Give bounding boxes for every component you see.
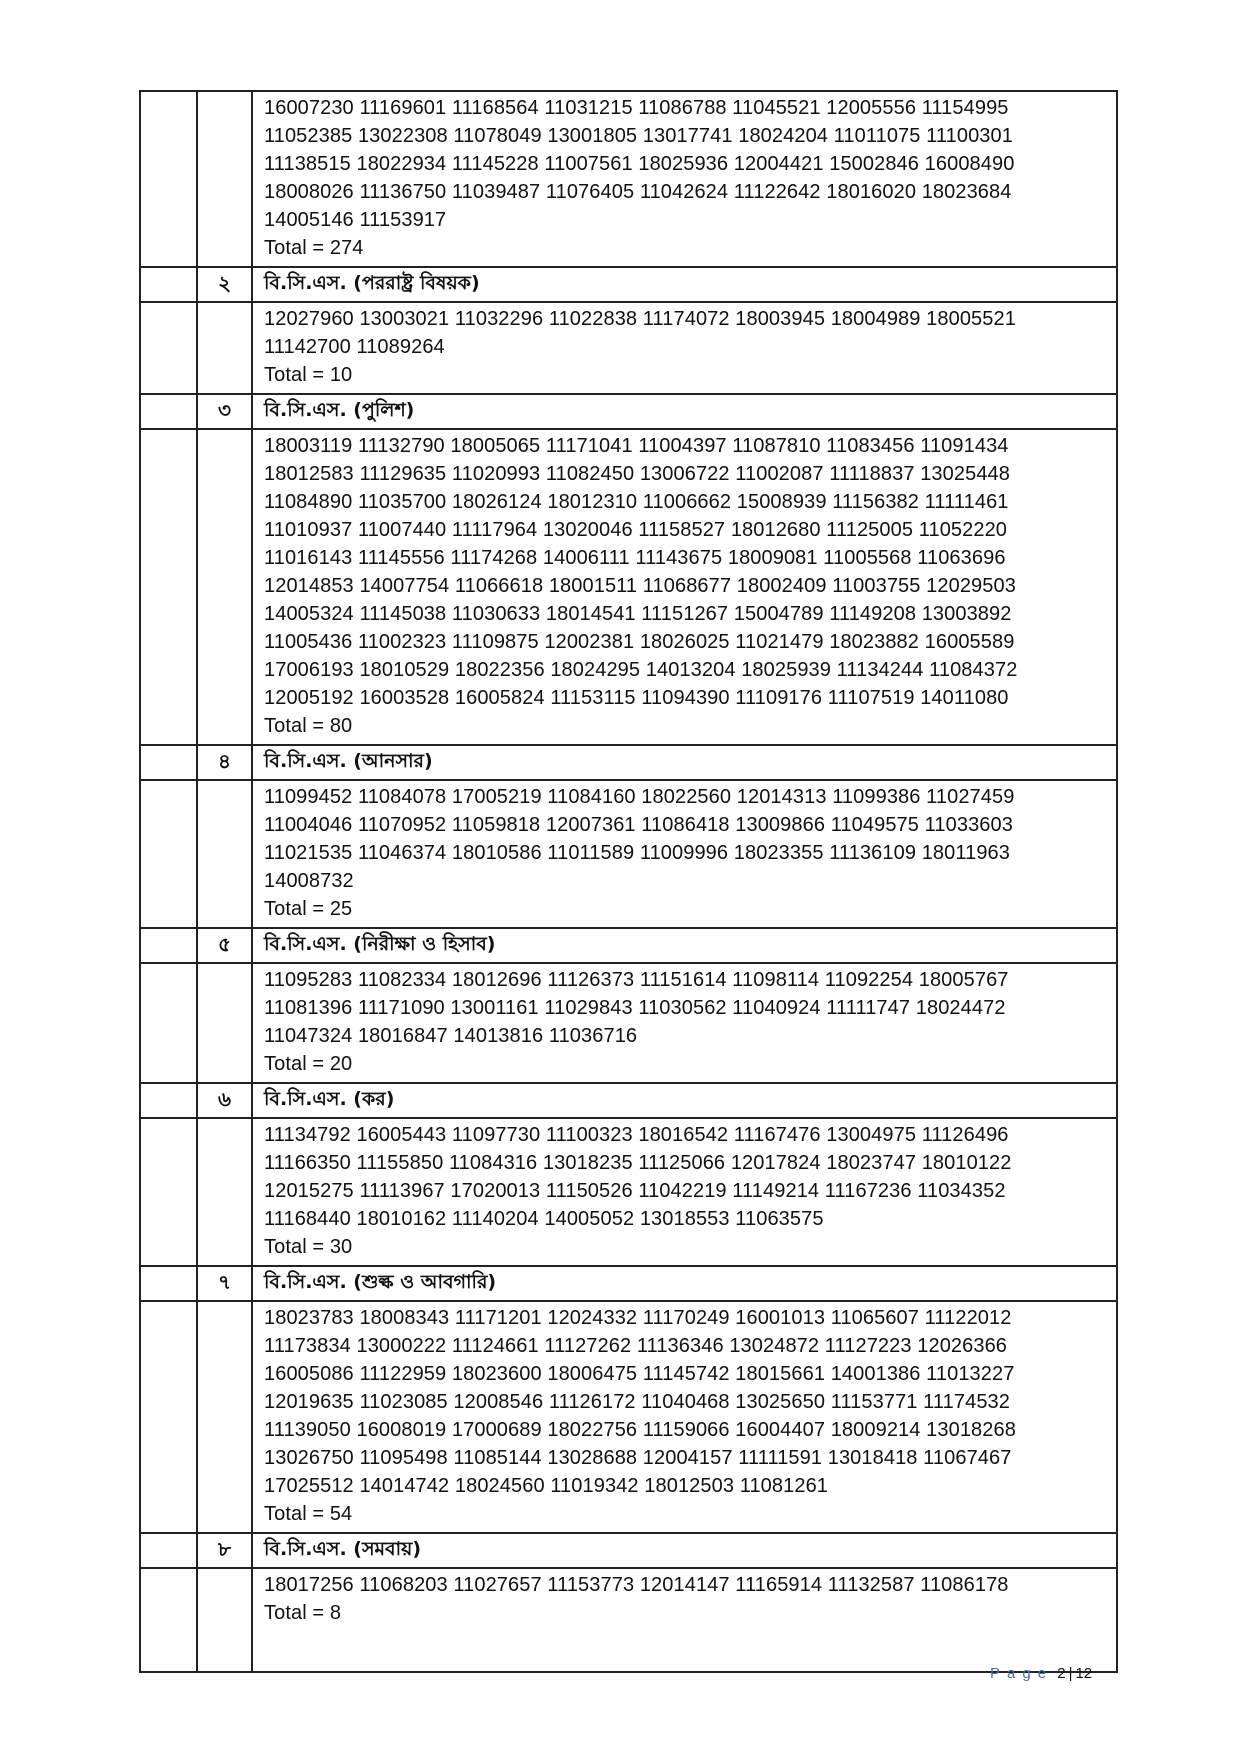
roll-number-line: 11004046 11070952 11059818 12007361 11086418 13009866 11049575 11033603 xyxy=(264,814,1013,836)
page-separator: | xyxy=(1068,1665,1073,1682)
total-count: Total = 30 xyxy=(264,1236,353,1258)
roll-number-line: 16005086 11122959 18023600 18006475 11145742 18015661 14001386 11013227 xyxy=(264,1363,1015,1385)
roll-number-line: 17025512 14014742 18024560 11019342 18012503 11081261 xyxy=(264,1475,829,1497)
roll-number-list xyxy=(264,1571,1108,1599)
total-count: Total = 8 xyxy=(264,1602,342,1624)
page-label: Page xyxy=(990,1665,1054,1682)
roll-number-line: 11021535 11046374 18010586 11011589 11009996 18023355 11136109 18011963 xyxy=(264,842,1010,864)
empty-cell xyxy=(197,429,252,745)
section-title: বি.সি.এস. (শুল্ক ও আবগারি) xyxy=(252,1266,1117,1301)
roll-number-list xyxy=(264,1121,1108,1233)
roll-number-cell xyxy=(252,1301,1117,1533)
roll-number-line: 18003119 11132790 18005065 11171041 11004397 11087810 11083456 11091434 xyxy=(264,435,1009,457)
roll-number-list xyxy=(264,432,1108,712)
section-body-row xyxy=(140,429,1117,745)
roll-number-line: 11010937 11007440 11117964 13020046 11158527 18012680 11125005 11052220 xyxy=(264,519,1008,541)
roll-number-line: 11139050 16008019 17000689 18022756 11159066 16004407 18009214 13018268 xyxy=(264,1419,1016,1441)
roll-number-cell xyxy=(252,780,1117,928)
empty-cell xyxy=(140,1266,197,1301)
empty-cell xyxy=(197,780,252,928)
empty-cell xyxy=(140,302,197,394)
page-footer xyxy=(990,1665,1092,1682)
roll-number-line: 17006193 18010529 18022356 18024295 14013204 18025939 11134244 11084372 xyxy=(264,659,1018,681)
section-header-row xyxy=(140,1533,1117,1568)
empty-cell xyxy=(197,1118,252,1266)
merit-list-table xyxy=(139,90,1118,1673)
roll-number-line: 14005324 11145038 11030633 18014541 11151267 15004789 11149208 13003892 xyxy=(264,603,1012,625)
section-title: বি.সি.এস. (পুলিশ) xyxy=(252,394,1117,429)
roll-number-line: 11005436 11002323 11109875 12002381 18026025 11021479 18023882 16005589 xyxy=(264,631,1015,653)
empty-cell xyxy=(140,267,197,302)
section-header-row xyxy=(140,745,1117,780)
roll-number-cell xyxy=(252,1118,1117,1266)
roll-number-line: 18017256 11068203 11027657 11153773 12014147 11165914 11132587 11086178 xyxy=(264,1574,1009,1596)
section-title: বি.সি.এস. (আনসার) xyxy=(252,745,1117,780)
empty-cell xyxy=(197,1301,252,1533)
section-body-row xyxy=(140,963,1117,1083)
section-serial: ৩ xyxy=(197,394,252,429)
section-serial: ৬ xyxy=(197,1083,252,1118)
roll-number-line: 12005192 16003528 16005824 11153115 11094390 11109176 11107519 14011080 xyxy=(264,687,1009,709)
roll-number-line: 18012583 11129635 11020993 11082450 13006722 11002087 11118837 13025448 xyxy=(264,463,1010,485)
empty-cell xyxy=(140,1301,197,1533)
empty-cell xyxy=(197,91,252,267)
roll-number-line: 11166350 11155850 11084316 13018235 11125066 12017824 18023747 18010122 xyxy=(264,1152,1012,1174)
roll-number-line: 14005146 11153917 xyxy=(264,209,447,231)
empty-cell xyxy=(140,745,197,780)
section-title: বি.সি.এস. (নিরীক্ষা ও হিসাব) xyxy=(252,928,1117,963)
roll-number-list xyxy=(264,783,1108,895)
roll-number-line: 11173834 13000222 11124661 11127262 11136346 13024872 11127223 12026366 xyxy=(264,1335,1008,1357)
section-serial: ৪ xyxy=(197,745,252,780)
roll-number-line: 14008732 xyxy=(264,870,354,892)
section-body-row xyxy=(140,1118,1117,1266)
roll-number-list xyxy=(264,94,1108,234)
section-body-row xyxy=(140,1301,1117,1533)
section-header-row xyxy=(140,394,1117,429)
total-count: Total = 54 xyxy=(264,1503,353,1525)
blank-space xyxy=(264,1627,1108,1667)
total-count: Total = 20 xyxy=(264,1053,353,1075)
roll-number-line: 12019635 11023085 12008546 11126172 11040468 13025650 11153771 11174532 xyxy=(264,1391,1010,1413)
empty-cell xyxy=(197,302,252,394)
total-count: Total = 25 xyxy=(264,898,353,920)
roll-number-line: 12014853 14007754 11066618 18001511 11068677 18002409 11003755 12029503 xyxy=(264,575,1016,597)
empty-cell xyxy=(140,91,197,267)
roll-number-cell xyxy=(252,302,1117,394)
roll-number-line: 11095283 11082334 18012696 11126373 11151614 11098114 11092254 18005767 xyxy=(264,969,1009,991)
roll-number-cell xyxy=(252,429,1117,745)
roll-number-line: 11134792 16005443 11097730 11100323 18016542 11167476 13004975 11126496 xyxy=(264,1124,1009,1146)
roll-number-list xyxy=(264,1304,1108,1500)
section-header-row xyxy=(140,928,1117,963)
empty-cell xyxy=(140,1568,197,1672)
empty-cell xyxy=(140,780,197,928)
roll-number-line: 11138515 18022934 11145228 11007561 18025936 12004421 15002846 16008490 xyxy=(264,153,1015,175)
section-header-row xyxy=(140,1083,1117,1118)
section-body-row xyxy=(140,302,1117,394)
roll-number-line: 18023783 18008343 11171201 12024332 11170249 16001013 11065607 11122012 xyxy=(264,1307,1012,1329)
section-header-row xyxy=(140,1266,1117,1301)
roll-number-line: 13026750 11095498 11085144 13028688 12004157 11111591 13018418 11067467 xyxy=(264,1447,1012,1469)
total-count: Total = 10 xyxy=(264,364,353,386)
section-serial: ৭ xyxy=(197,1266,252,1301)
section-title: বি.সি.এস. (সমবায়) xyxy=(252,1533,1117,1568)
roll-number-line: 11142700 11089264 xyxy=(264,336,445,358)
roll-number-line: 11081396 11171090 13001161 11029843 11030562 11040924 11111747 18024472 xyxy=(264,997,1006,1019)
section-body-row xyxy=(140,1568,1117,1672)
roll-number-list xyxy=(264,305,1108,361)
total-pages: 12 xyxy=(1075,1665,1093,1682)
page-number: 2 xyxy=(1057,1665,1066,1682)
roll-number-cell xyxy=(252,1568,1117,1672)
roll-number-line: 11168440 18010162 11140204 14005052 13018553 11063575 xyxy=(264,1208,824,1230)
empty-cell xyxy=(140,429,197,745)
empty-cell xyxy=(197,1568,252,1672)
roll-number-list xyxy=(264,966,1108,1050)
roll-number-line: 11084890 11035700 18026124 18012310 11006662 15008939 11156382 11111461 xyxy=(264,491,1009,513)
section-title: বি.সি.এস. (পররাষ্ট্র বিষয়ক) xyxy=(252,267,1117,302)
first-block-row xyxy=(140,91,1117,267)
roll-number-line: 12015275 11113967 17020013 11150526 11042219 11149214 11167236 11034352 xyxy=(264,1180,1006,1202)
empty-cell xyxy=(197,963,252,1083)
section-body-row xyxy=(140,780,1117,928)
roll-number-line: 16007230 11169601 11168564 11031215 11086788 11045521 12005556 11154995 xyxy=(264,97,1009,119)
empty-cell xyxy=(140,1118,197,1266)
roll-number-line: 18008026 11136750 11039487 11076405 11042624 11122642 18016020 18023684 xyxy=(264,181,1012,203)
empty-cell xyxy=(140,928,197,963)
total-count: Total = 274 xyxy=(264,237,364,259)
total-count: Total = 80 xyxy=(264,715,353,737)
section-serial: ৮ xyxy=(197,1533,252,1568)
roll-number-cell xyxy=(252,963,1117,1083)
section-header-row xyxy=(140,267,1117,302)
roll-number-line: 11047324 18016847 14013816 11036716 xyxy=(264,1025,638,1047)
roll-number-line: 11099452 11084078 17005219 11084160 18022560 12014313 11099386 11027459 xyxy=(264,786,1015,808)
section-title: বি.সি.এস. (কর) xyxy=(252,1083,1117,1118)
empty-cell xyxy=(140,1083,197,1118)
roll-number-cell xyxy=(252,91,1117,267)
roll-number-line: 11016143 11145556 11174268 14006111 11143675 18009081 11005568 11063696 xyxy=(264,547,1006,569)
section-serial: ২ xyxy=(197,267,252,302)
empty-cell xyxy=(140,963,197,1083)
roll-number-line: 11052385 13022308 11078049 13001805 13017741 18024204 11011075 11100301 xyxy=(264,125,1013,147)
section-serial: ৫ xyxy=(197,928,252,963)
empty-cell xyxy=(140,394,197,429)
empty-cell xyxy=(140,1533,197,1568)
merit-list-body xyxy=(140,91,1117,1672)
roll-number-line: 12027960 13003021 11032296 11022838 11174072 18003945 18004989 18005521 xyxy=(264,308,1016,330)
